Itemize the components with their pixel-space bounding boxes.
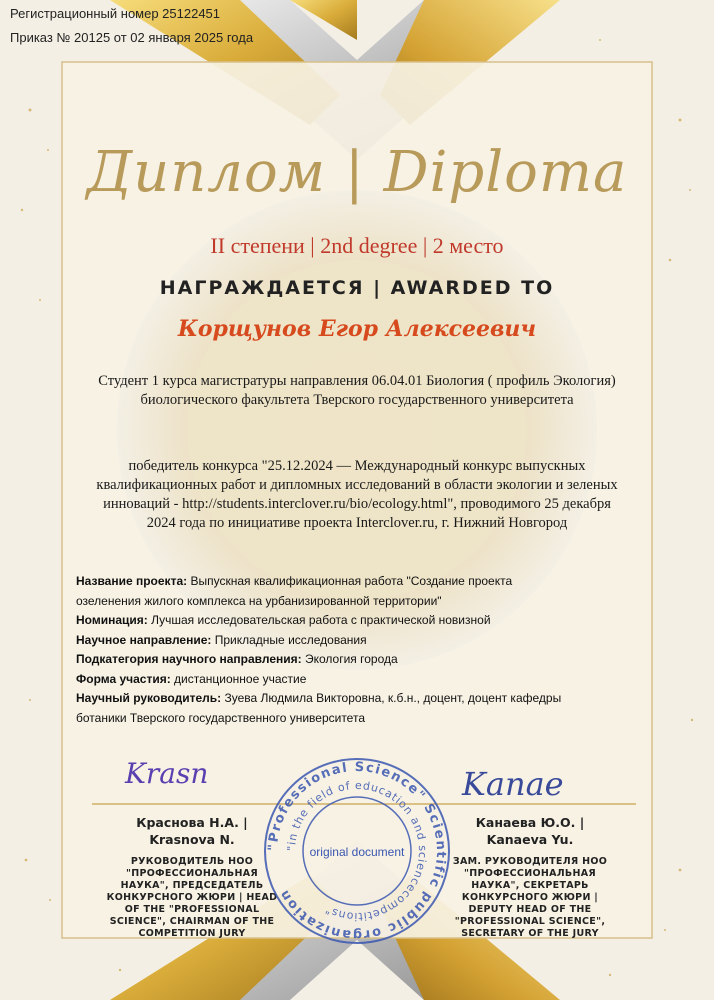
left-signer-role: OF THE "PROFESSIONAL (124, 904, 260, 915)
right-signer-role: НАУКА", СЕКРЕТАРЬ (471, 880, 589, 891)
registration-number: Регистрационный номер 25122451 (10, 6, 221, 21)
left-signer-name-en: Krasnova N. (149, 832, 235, 847)
stamp-inner-text: "in the field of education and sciencecompetitions" (284, 778, 430, 924)
student-info (90, 372, 624, 410)
left-signer-name-ru: Краснова Н.А. | (136, 815, 248, 830)
project-row: Название проекта: Выпускная квалификационная работа "Создание проекта (76, 574, 513, 588)
diploma-title: Диплом | Diploma (86, 140, 628, 205)
right-signer-role: КОНКУРСНОГО ЖЮРИ | (461, 892, 599, 903)
winner-text-line: победитель конкурса "25.12.2024 — Международный конкурс выпускных (128, 458, 586, 474)
right-signer-name-en: Kanaeva Yu. (486, 832, 574, 847)
right-signer (430, 814, 630, 940)
supervisor-row-cont: ботаники Тверского государственного университета (76, 710, 365, 725)
right-signer-role: ЗАМ. РУКОВОДИТЕЛЯ НОО (452, 856, 608, 867)
right-signer-name-ru: Канаева Ю.О. | (475, 815, 585, 830)
right-signer-role: "ПРОФЕССИОНАЛЬНАЯ (464, 868, 596, 879)
right-signer-role: SECRETARY OF THE JURY (461, 928, 599, 939)
stamp-outer-text: "Professional Science" Scientific public organization (265, 759, 449, 943)
supervisor-row: Научный руководитель: Зуева Людмила Викторовна, к.б.н., доцент, доцент кафедры (76, 691, 562, 705)
right-signature: Kanae (462, 765, 564, 803)
left-signature: Krasn (125, 757, 209, 790)
project-row-cont: озеленения жилого комплекса на урбанизированной территории" (76, 593, 442, 608)
winner-text-line: квалификационных работ и дипломных исследований в области экологии и зеленых (96, 477, 618, 493)
awarded-to-heading: НАГРАЖДАЕТСЯ | AWARDED TO (159, 277, 555, 299)
form-row: Форма участия: дистанционное участие (76, 671, 307, 686)
right-signer-role: DEPUTY HEAD OF THE (468, 904, 592, 915)
left-signer-role: КОНКУРСНОГО ЖЮРИ | HEAD (106, 892, 278, 903)
organization-stamp (262, 756, 452, 946)
winner-text (90, 457, 624, 533)
left-signer-role: "ПРОФЕССИОНАЛЬНАЯ (126, 868, 258, 879)
student-info-line: биологического факультета Тверского государственного университета (140, 392, 574, 408)
project-details (76, 572, 656, 728)
winner-text-line: 2024 года по инициативе проекта Interclover.ru, г. Нижний Новгород (146, 515, 568, 531)
left-signer-role: РУКОВОДИТЕЛЬ НОО (130, 856, 254, 867)
subcategory-row: Подкатегория научного направления: Экология города (76, 652, 398, 666)
right-signer-role: "PROFESSIONAL SCIENCE", (454, 916, 606, 927)
order-number: Приказ № 20125 от 02 января 2025 года (10, 30, 254, 45)
direction-row: Научное направление: Прикладные исследования (76, 632, 367, 647)
left-signer-role: SCIENCE", CHAIRMAN OF THE (109, 916, 275, 927)
recipient-name: Корщунов Егор Алексеевич (177, 316, 537, 342)
winner-text-line: инноваций - http://students.interclover.ru/bio/ecology.html", проводимого 25 декабря (103, 496, 611, 512)
nomination-row: Номинация: Лучшая исследовательская работа с практической новизной (76, 613, 491, 627)
stamp-center-text: original document (309, 845, 405, 859)
left-signer-role: COMPETITION JURY (138, 928, 246, 939)
degree-line: II степени | 2nd degree | 2 место (210, 233, 504, 258)
left-signer-role: НАУКА", ПРЕДСЕДАТЕЛЬ (120, 880, 264, 891)
student-info-line: Студент 1 курса магистратуры направления 06.04.01 Биология ( профиль Экология) (98, 373, 616, 389)
